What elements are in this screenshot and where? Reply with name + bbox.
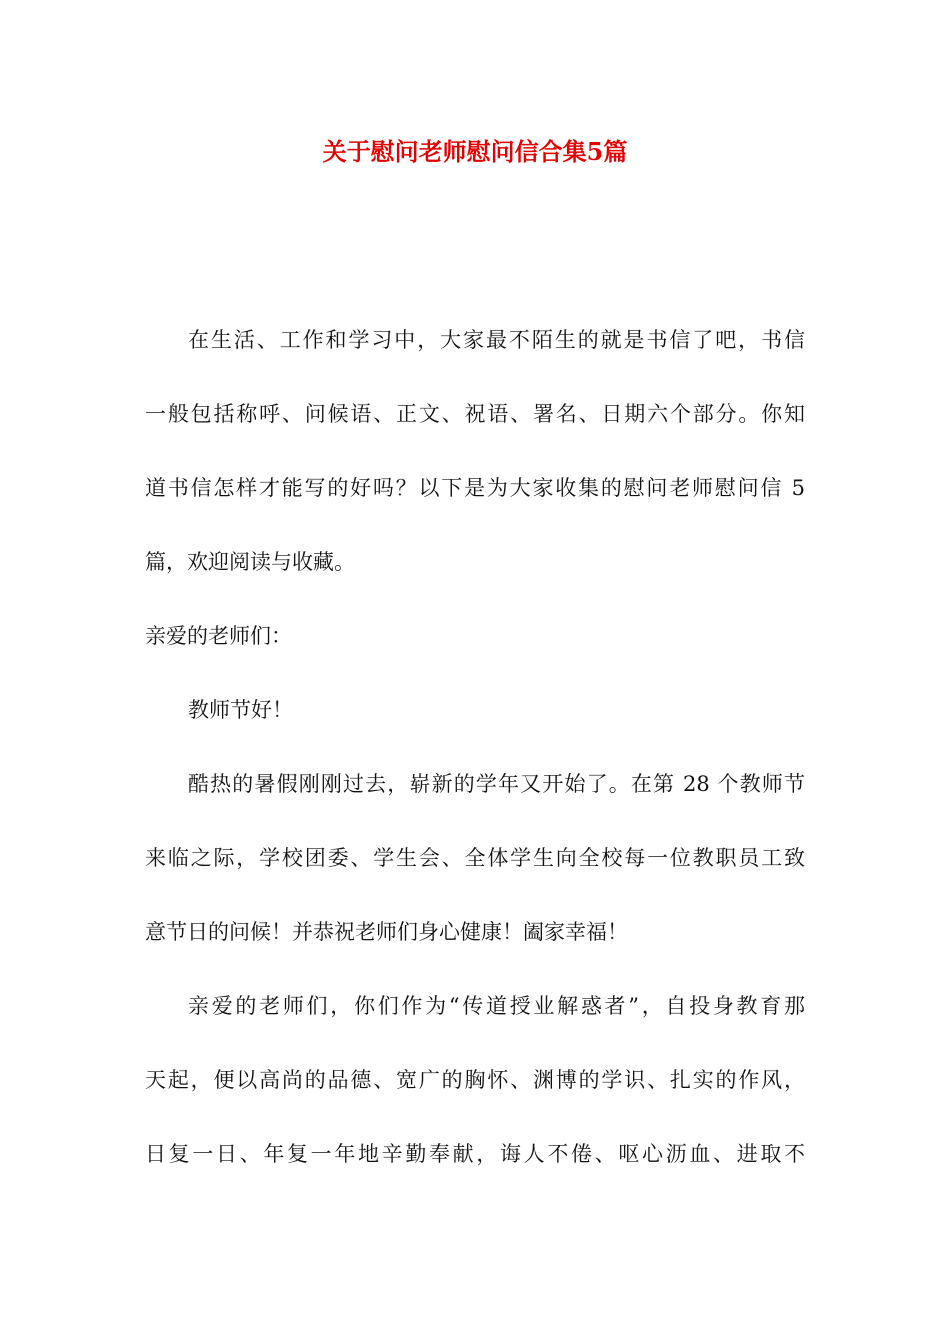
paragraph-line: 来临之际，学校团委、学生会、全体学生向全校每一位教职员工致 — [145, 846, 805, 870]
greeting: 教师节好！ — [188, 698, 293, 722]
paragraph-line: 一般包括称呼、问候语、正文、祝语、署名、日期六个部分。你知 — [145, 402, 805, 426]
paragraph-line: 篇，欢迎阅读与收藏。 — [145, 550, 355, 574]
paragraph-line: 酷热的暑假刚刚过去，崭新的学年又开始了。在第 28 个教师节 — [188, 772, 805, 796]
document-title: 关于慰问老师慰问信合集5篇 — [322, 137, 628, 166]
paragraph-line: 道书信怎样才能写的好吗？以下是为大家收集的慰问老师慰问信 5 — [145, 476, 805, 500]
paragraph-line: 亲爱的老师们，你们作为“传道授业解惑者”，自投身教育那 — [188, 994, 805, 1018]
paragraph-line: 日复一日、年复一年地辛勤奉献，诲人不倦、呕心沥血、进取不 — [145, 1142, 805, 1166]
paragraph-line: 天起，便以高尚的品德、宽广的胸怀、渊博的学识、扎实的作风， — [145, 1068, 805, 1092]
salutation: 亲爱的老师们： — [145, 624, 292, 648]
paragraph-line: 在生活、工作和学习中，大家最不陌生的就是书信了吧，书信 — [188, 328, 805, 352]
paragraph-line: 意节日的问候！并恭祝老师们身心健康！阖家幸福！ — [145, 920, 628, 944]
